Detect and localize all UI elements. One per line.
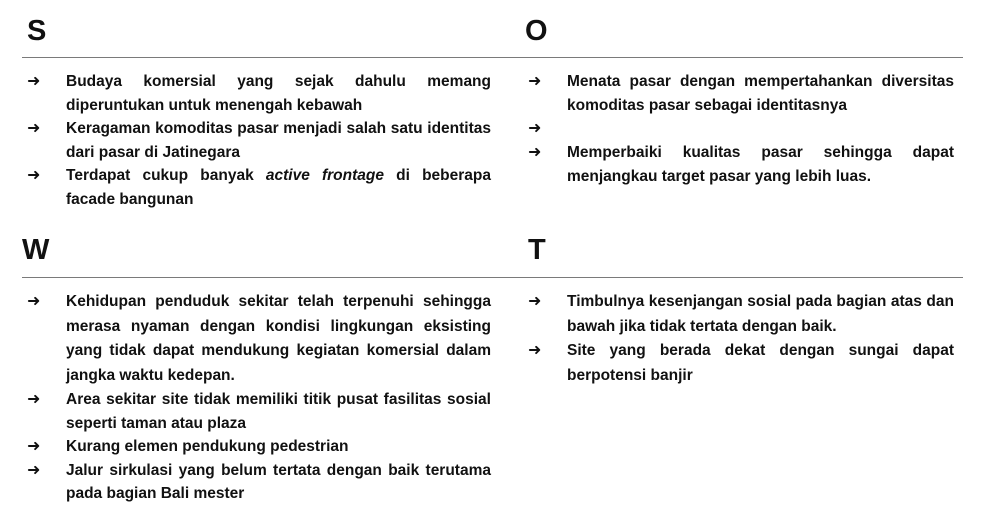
arrow-right-icon: ➜ xyxy=(27,391,41,408)
opportunity-item-3: ➜ Memperbaiki kualitas pasar sehingga dapat menjangkau target pasar yang lebih luas. xyxy=(528,141,954,188)
arrow-right-icon: ➜ xyxy=(27,73,41,90)
threat-item-1: ➜ Timbulnya kesenjangan sosial pada bagian atas dan bawah jika tidak tertata dengan baik. xyxy=(528,290,954,339)
arrow-right-icon: ➜ xyxy=(27,438,41,455)
arrow-right-icon: ➜ xyxy=(27,167,41,184)
strengths-divider xyxy=(22,57,496,58)
threats-list xyxy=(528,290,954,388)
opportunities-list xyxy=(528,70,954,188)
arrow-right-icon: ➜ xyxy=(27,293,41,310)
arrow-right-icon: ➜ xyxy=(528,73,542,90)
weakness-item-4: ➜ Jalur sirkulasi yang belum tertata dengan baik terutama pada bagian Bali mester xyxy=(27,459,491,506)
opportunity-item-2 xyxy=(528,117,954,141)
threats-heading: T xyxy=(528,234,546,266)
strength-item-1: ➜ Budaya komersial yang sejak dahulu memang diperuntukan untuk menengah kebawah xyxy=(27,70,491,117)
arrow-right-icon: ➜ xyxy=(528,293,542,310)
arrow-right-icon: ➜ xyxy=(27,120,41,137)
arrow-right-icon: ➜ xyxy=(528,144,542,161)
weakness-item-2: ➜ Area sekitar site tidak memiliki titik pusat fasilitas sosial seperti taman atau plaza xyxy=(27,388,491,435)
strength-item-2: ➜ Keragaman komoditas pasar menjadi salah satu identitas dari pasar di Jatinegara xyxy=(27,117,491,164)
strengths-heading: S xyxy=(27,15,47,47)
opportunity-item-1: ➜ Menata pasar dengan mempertahankan diversitas komoditas pasar sebagai identitasnya xyxy=(528,70,954,117)
opportunities-divider xyxy=(496,57,963,58)
weakness-item-1: ➜ Kehidupan penduduk sekitar telah terpenuhi sehingga merasa nyaman dengan kondisi lingkungan eksisting yang tidak dapat mendukung kegiatan komersial dalam jangka waktu kedepan. xyxy=(27,290,491,388)
threat-item-2: ➜ Site yang berada dekat dengan sungai dapat berpotensi banjir xyxy=(528,339,954,388)
weaknesses-divider xyxy=(22,277,496,278)
arrow-right-icon: ➜ xyxy=(27,461,41,479)
arrow-right-icon: ➜ xyxy=(528,120,542,137)
strength-item-3: ➜ Terdapat cukup banyak active frontage di beberapa facade bangunan xyxy=(27,164,491,211)
opportunities-heading: O xyxy=(525,15,548,47)
threats-divider xyxy=(496,277,963,278)
weaknesses-heading: W xyxy=(22,234,50,266)
weaknesses-list xyxy=(27,290,491,506)
arrow-right-icon: ➜ xyxy=(528,342,542,359)
italic-term: active frontage xyxy=(265,167,384,184)
weakness-item-3: ➜ Kurang elemen pendukung pedestrian xyxy=(27,435,491,459)
strengths-list xyxy=(27,70,491,211)
